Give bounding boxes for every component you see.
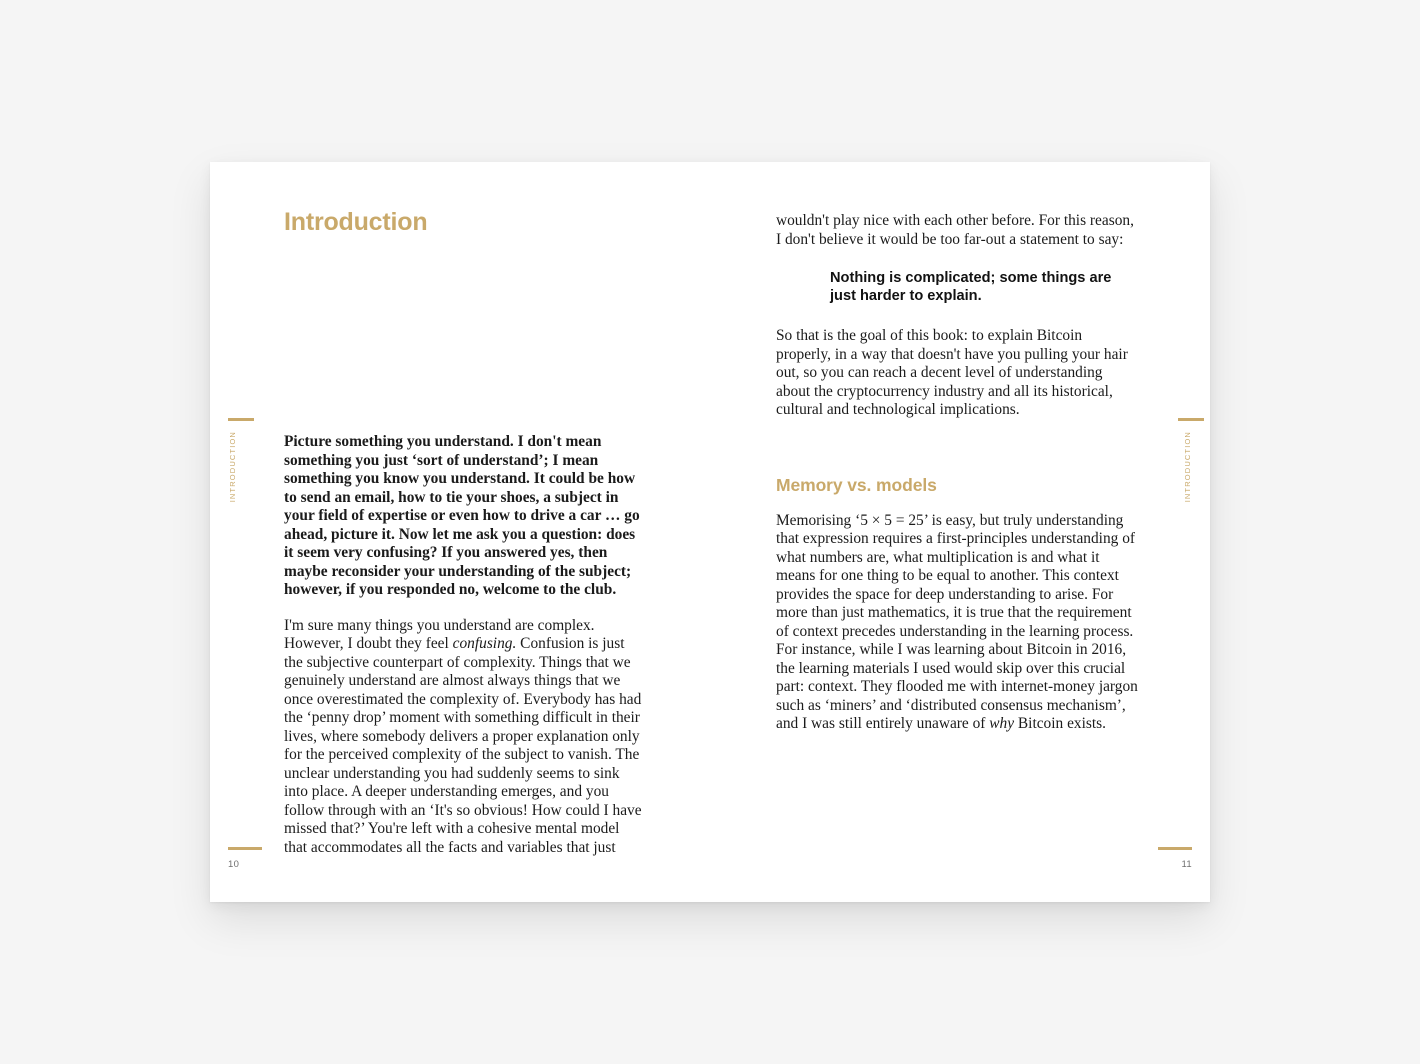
folio-rule-right	[1158, 847, 1192, 850]
running-head-left	[228, 418, 242, 502]
text-column-left	[284, 162, 646, 902]
page-number-right: 11	[1181, 859, 1192, 870]
running-head-rule-right	[1178, 418, 1204, 421]
folio-rule-left	[228, 847, 262, 850]
paragraph-memory	[776, 512, 1138, 734]
paragraph-complexity-run2: Confusion is just the subjective counterpart of complexity. Things that we genuinely understand are almost always things that we once overestimated the complexity of. Everybody has had the ‘penny drop’ moment with something difficult in their lives, where somebody delivers a proper explanation only for the perceived complexity of the subject to vanish. The unclear understanding you had suddenly seems to sink into place. A deeper understanding emerges, and you follow through with an ‘It's so obvious! How could I have missed that?’ You're left with a cohesive mental model that accommodates all the facts and variables that just	[284, 635, 642, 856]
page-number-left: 10	[228, 859, 240, 870]
paragraph-goal: So that is the goal of this book: to explain Bitcoin properly, in a way that doesn't have you pulling your hair out, so you can reach a decent level of understanding about the cryptocurrency industry and all its historical, cultural and technological implications.	[776, 327, 1128, 418]
running-head-label-left: INTRODUCTION	[228, 431, 237, 503]
pull-quote: Nothing is complicated; some things are just harder to explain.	[830, 270, 1112, 304]
page-title: Introduction	[284, 208, 428, 236]
page-right	[710, 162, 1210, 902]
running-head-label-right: INTRODUCTION	[1183, 431, 1192, 503]
page-left	[210, 162, 710, 902]
folio-left	[228, 847, 262, 870]
running-head-rule-left	[228, 418, 254, 421]
paragraph-lead: Picture something you understand. I don't mean something you just ‘sort of understand’; I mean something you know you understand. It could be how to send an email, how to tie your shoes, a subject in your field of expertise or even how to drive a car … go ahead, picture it. Now let me ask you a question: does it seem very confusing? If you answered yes, then maybe reconsider your understanding of the subject; however, if you responded no, welcome to the club.	[284, 433, 640, 598]
running-head-right	[1178, 418, 1192, 502]
paragraph-continuation: wouldn't play nice with each other before. For this reason, I don't believe it would be too far-out a statement to say:	[776, 212, 1134, 248]
paragraph-complexity	[284, 617, 646, 858]
title-spacer	[284, 237, 646, 433]
paragraph-memory-italic: why	[989, 715, 1015, 732]
paragraph-memory-run2: Bitcoin exists.	[1014, 715, 1106, 732]
text-column-right	[776, 162, 1138, 902]
paragraph-complexity-italic: confusing.	[452, 635, 517, 652]
paragraph-complexity-run1: I'm sure many things you understand are complex. However, I doubt they feel	[284, 616, 595, 652]
paragraph-memory-run1: Memorising ‘5 × 5 = 25’ is easy, but truly understanding that expression requires a first-principles understanding of what numbers are, what multiplication is and what it means for one thing to be equal to another. This context provides the space for deep understanding to arise. For more than just mathematics, it is true that the requirement of context precedes understanding in the learning process. For instance, while I was learning about Bitcoin in 2016, the learning materials I used would skip over this crucial part: context. They flooded me with internet-money jargon such as ‘miners’ and ‘distributed consensus mechanism’, and I was still entirely unaware of	[776, 511, 1138, 732]
folio-right	[1158, 847, 1192, 870]
section-title: Memory vs. models	[776, 474, 937, 495]
book-spread	[210, 162, 1210, 902]
